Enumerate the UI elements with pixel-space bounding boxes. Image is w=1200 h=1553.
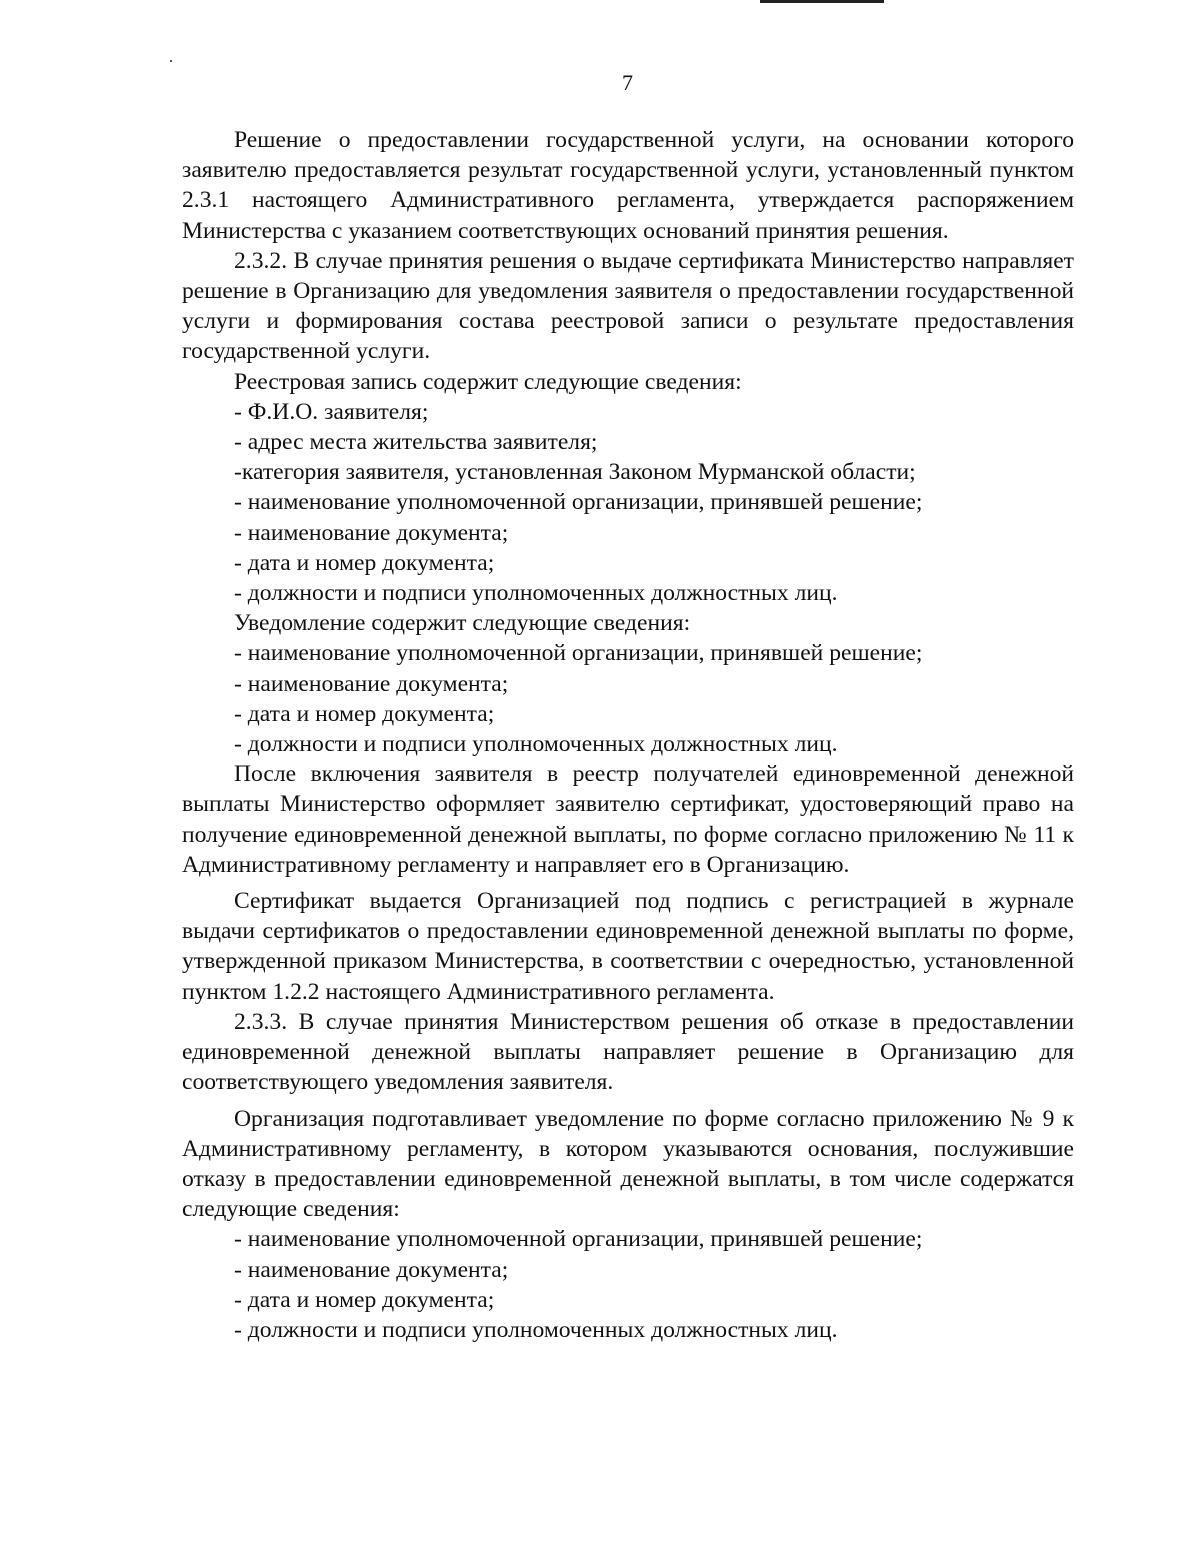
list-item: - Ф.И.О. заявителя; — [234, 398, 429, 425]
paragraph-refusal-notice: Организация подготавливает уведомление по форме согласно приложению № 9 к Административному регламенту, в котором указываются основания, послужившие отказу в предоставлении единовременной денежной выплаты, в том числе содержатся следующие сведения: — [182, 1105, 1074, 1223]
paragraph-registry-intro: Реестровая запись содержит следующие сведения: — [234, 368, 742, 395]
list-item: - дата и номер документа; — [234, 700, 495, 727]
list-item: - должности и подписи уполномоченных должностных лиц. — [234, 580, 838, 607]
paragraph-certificate-issue: После включения заявителя в реестр получателей единовременной денежной выплаты Министерство оформляет заявителю сертификат, удостоверяющий право на получение единовременной денежной выплаты, по форме согласно приложению № 11 к Административному регламенту и направляет его в Организацию. — [182, 761, 1074, 878]
list-item: - наименование уполномоченной организации, принявшей решение; — [234, 640, 923, 667]
list-item: - дата и номер документа; — [234, 549, 495, 576]
refusal-list — [182, 1224, 1074, 1345]
document-body — [182, 125, 1074, 1345]
list-item: - наименование уполномоченной организации, принявшей решение; — [234, 489, 923, 516]
page-number: 7 — [622, 70, 633, 95]
list-item: - должности и подписи уполномоченных должностных лиц. — [234, 1316, 838, 1343]
paragraph-decision: Решение о предоставлении государственной услуги, на основании которого заявителю предоставляется результат государственной услуги, установленный пунктом 2.3.1 настоящего Административного регламента, утверждается распоряжением Министерства с указанием соответствующих оснований принятия решения. — [182, 127, 1074, 244]
list-item: - наименование документа; — [234, 670, 509, 697]
list-item: - должности и подписи уполномоченных должностных лиц. — [234, 731, 838, 758]
list-item: - наименование уполномоченной организации, принявшей решение; — [234, 1226, 923, 1253]
scan-artifact-dot — [170, 60, 172, 62]
list-item: - наименование документа; — [234, 519, 509, 546]
list-item: - наименование документа; — [234, 1256, 509, 1283]
paragraph-2-3-3: 2.3.3. В случае принятия Министерством решения об отказе в предоставлении единовременной денежной выплаты направляет решение в Организацию для соответствующего уведомления заявителя. — [182, 1008, 1074, 1096]
scan-artifact-line — [760, 0, 884, 3]
paragraph-notice-intro: Уведомление содержит следующие сведения: — [234, 610, 691, 637]
notice-list — [182, 638, 1074, 759]
paragraph-2-3-2: 2.3.2. В случае принятия решения о выдаче сертификата Министерство направляет решение в Организацию для уведомления заявителя о предоставлении государственной услуги и формирования состава реестровой записи о результате предоставления государственной услуги. — [182, 247, 1074, 365]
list-item: -категория заявителя, установленная Законом Мурманской области; — [234, 459, 916, 486]
list-item: - дата и номер документа; — [234, 1286, 495, 1313]
paragraph-certificate-registration: Сертификат выдается Организацией под подпись с регистрацией в журнале выдачи сертификатов о предоставлении единовременной денежной выплаты по форме, утвержденной приказом Министерства, в соответствии с очередностью, установленной пунктом 1.2.2 настоящего Административного регламента. — [182, 888, 1074, 1005]
list-item: - адрес места жительства заявителя; — [234, 429, 598, 456]
registry-list — [182, 397, 1074, 608]
